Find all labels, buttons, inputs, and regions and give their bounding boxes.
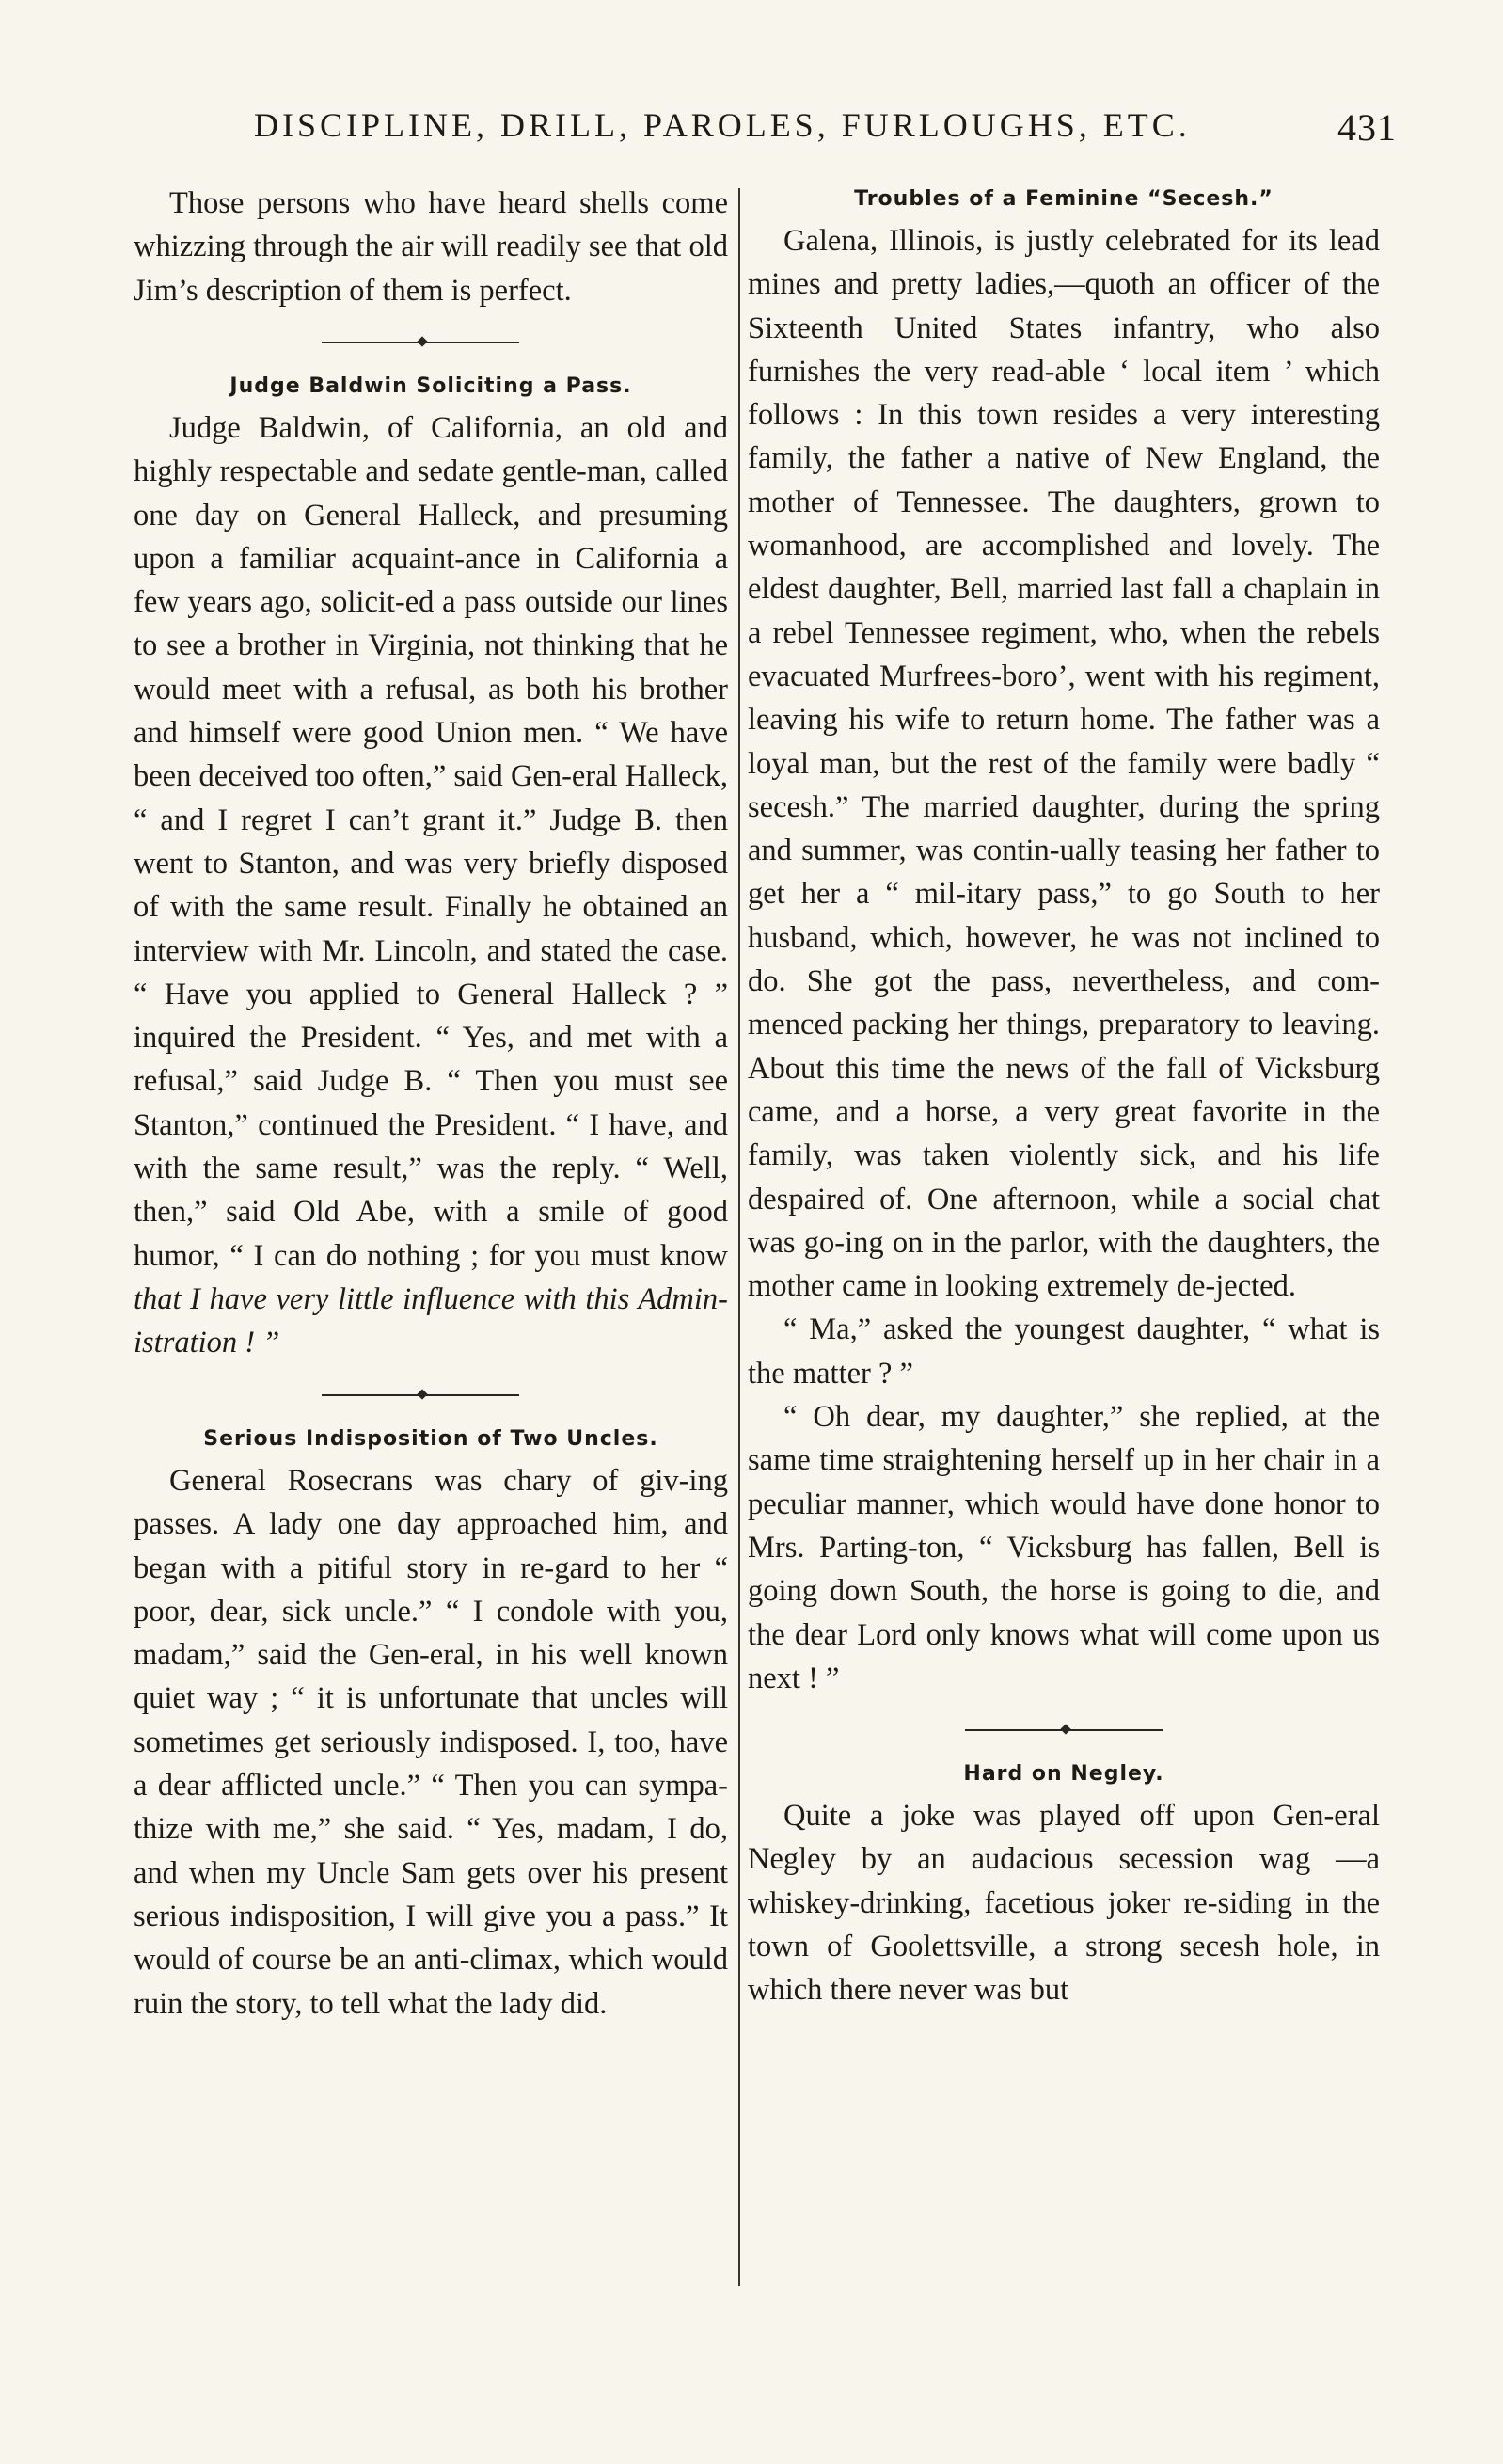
- section-heading: Serious Indisposition of Two Uncles.: [203, 1427, 658, 1451]
- section-body: General Rosecrans was chary of giv-ing passes. A lady one day approached him, and began with a pitiful story in re-gard to her “ poor, dear, sick uncle.” “ I condole with you, madam,” said the Gen-eral, in his well known quiet way ; “ it is unfortunate that uncles will sometimes get seriously indisposed. I, too, have a dear afflicted uncle.” “ Then you can sympa-thize with me,” she said. “ Yes, madam, I do, and when my Uncle Sam gets over his present serious indisposition, I will give you a pass.” It would of course be an anti-climax, which would ruin the story, to tell what the lady did.: [134, 1464, 728, 2021]
- section-heading: Hard on Negley.: [963, 1762, 1164, 1786]
- section-heading: Judge Baldwin Soliciting a Pass.: [229, 374, 632, 398]
- running-head: [254, 105, 1397, 152]
- section-paragraph-1: Galena, Illinois, is justly celebrated for its lead mines and pretty ladies,—quoth an officer of the Sixteenth United States infantry, who also furnishes the very read-able ‘ local item ’ which follows : In this town resides a very interesting family, the father a native of New England, the mother of Tennessee. The daughters, grown to womanhood, are accomplished and lovely. The eldest daughter, Bell, married last fall a chaplain in a rebel Tennessee regiment, who, when the rebels evacuated Murfrees-boro’, went with his regiment, leaving his wife to return home. The father was a loyal man, but the rest of the family were badly “ secesh.” The married daughter, during the spring and summer, was contin-ually teasing her father to get her a “ mil-itary pass,” to go South to her husband, which, however, he was not inclined to do. She got the pass, nevertheless, and com-menced packing her things, preparatory to leaving. About this time the news of the fall of Vicksburg came, and a horse, a very great favorite in the family, was taken violently sick, and his life despaired of. One afternoon, while a social chat was go-ing on in the parlor, with the daughters, the mother came in looking extremely de-jected.: [748, 224, 1380, 1304]
- section-heading: Troubles of a Feminine “Secesh.”: [854, 187, 1274, 211]
- section-body-block: [134, 406, 728, 1365]
- running-head-title: DISCIPLINE, DRILL, PAROLES, FURLOUGHS, ETC.: [254, 106, 1191, 144]
- section-two-uncles: [134, 1425, 728, 1454]
- section-body: Quite a joke was played off upon Gen-eral Negley by an audacious secession wag —a whiskey-drinking, facetious joker re-siding in the town of Goolettsville, a strong secesh hole, in which there never was but: [748, 1799, 1380, 2008]
- page-number: 431: [1337, 106, 1397, 149]
- intro-paragraph-block: [134, 182, 728, 312]
- section-ornament: [322, 337, 519, 348]
- section-hard-on-negley: [748, 1760, 1380, 1788]
- section-ornament: [322, 1390, 519, 1401]
- section-body-block: [748, 1794, 1380, 2011]
- intro-paragraph: Those persons who have heard shells come whizzing through the air will readily see that old Jim’s description of them is perfect.: [134, 186, 728, 308]
- section-ornament: [965, 1725, 1163, 1736]
- section-judge-baldwin: [134, 373, 728, 401]
- section-paragraph-2: “ Ma,” asked the youngest daughter, “ what is the matter ? ”: [748, 1312, 1380, 1391]
- section-paragraph-3: “ Oh dear, my daughter,” she replied, at the same time straightening herself up in her chair in a peculiar manner, which would have done honor to Mrs. Parting-ton, “ Vicksburg has fallen, Bell is going down South, the horse is going to die, and the dear Lord only knows what will come upon us next ! ”: [748, 1400, 1380, 1695]
- section-body-block: [134, 1459, 728, 2026]
- section-feminine-secesh: [748, 185, 1380, 214]
- column-divider: [738, 188, 740, 2286]
- body-text: Judge Baldwin, of California, an old and highly respectable and sedate gentle-man, called one day on General Halleck, and presuming upon a familiar acquaint-ance in California a few years ago, solicit-ed a pass outside our lines to see a brother in Virginia, not thinking that he would meet with a refusal, as both his brother and himself were good Union men. “ We have been deceived too often,” said Gen-eral Halleck, “ and I regret I can’t grant it.” Judge B. then went to Stanton, and was very briefly disposed of with the same result. Finally he obtained an interview with Mr. Lincoln, and stated the case. “ Have you applied to General Halleck ? ” inquired the President. “ Yes, and met with a refusal,” said Judge B. “ Then you must see Stanton,” continued the President. “ I have, and with the same result,” was the reply. “ Well, then,” said Old Abe, with a smile of good humor, “ I can do nothing ; for you must know: [134, 411, 728, 1273]
- italic-quote: that I have very little influence with this Admin-istration ! ”: [134, 1281, 728, 1360]
- section-body: [134, 406, 728, 1365]
- section-body-block: [748, 219, 1380, 1700]
